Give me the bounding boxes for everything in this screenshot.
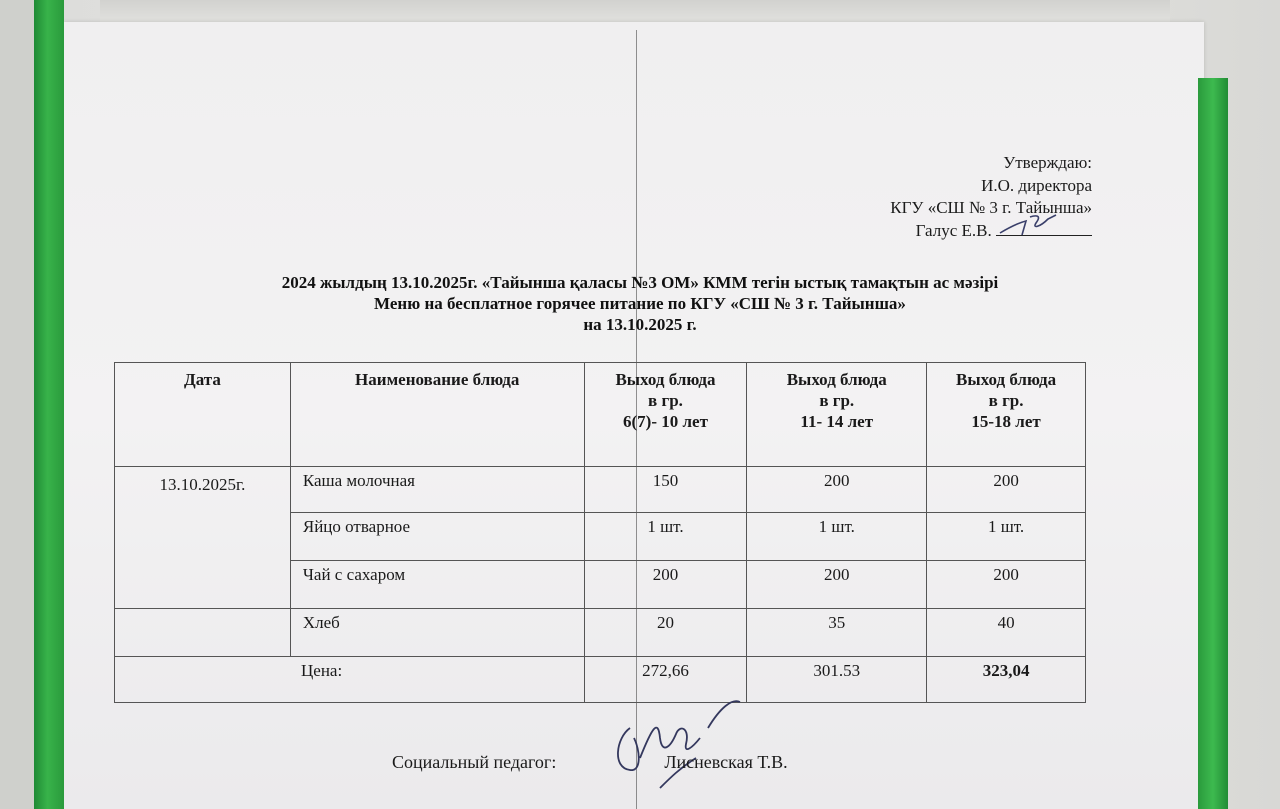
portion-11-14: 200	[747, 467, 927, 513]
portion-15-18: 40	[927, 609, 1086, 657]
header-text: Выход блюда	[615, 370, 716, 389]
price-label: Цена:	[115, 657, 585, 703]
date-cell: 13.10.2025г.	[115, 467, 291, 609]
pedagogue-signature-icon	[600, 698, 750, 798]
footer-signature-block	[392, 752, 788, 773]
table-header-row	[115, 363, 1086, 467]
portion-6-10: 200	[584, 561, 747, 609]
dish-name: Яйцо отварное	[290, 513, 584, 561]
title-date: на 13.10.2025 г.	[583, 315, 697, 334]
header-portion-6-10	[584, 363, 747, 467]
empty-date-cell	[115, 609, 291, 657]
header-text: в гр.	[819, 391, 855, 410]
director-signature-icon	[996, 209, 1092, 239]
approval-signature-line	[996, 221, 1092, 236]
portion-11-14: 1 шт.	[747, 513, 927, 561]
portion-15-18: 1 шт.	[927, 513, 1086, 561]
header-text: 15-18 лет	[971, 412, 1041, 431]
header-text: в гр.	[648, 391, 683, 410]
green-frame-left	[34, 0, 64, 809]
green-frame-right	[1198, 78, 1228, 809]
approval-organization: КГУ «СШ № 3 г. Тайынша»	[890, 198, 1092, 217]
approval-position: И.О. директора	[981, 175, 1092, 195]
header-portion-11-14	[747, 363, 927, 467]
header-text: в гр.	[988, 391, 1024, 410]
document-title	[100, 272, 1180, 335]
portion-6-10: 20	[584, 609, 747, 657]
table-row	[115, 609, 1086, 657]
header-portion-15-18	[927, 363, 1086, 467]
portion-11-14: 200	[747, 561, 927, 609]
header-dish-name: Наименование блюда	[290, 363, 584, 467]
header-text: 6(7)- 10 лет	[623, 412, 708, 431]
approval-signer-name: Галус Е.В.	[915, 220, 992, 240]
footer-role: Социальный педагог:	[392, 752, 557, 772]
portion-11-14: 35	[747, 609, 927, 657]
portion-15-18: 200	[927, 467, 1086, 513]
dish-name: Чай с сахаром	[290, 561, 584, 609]
footer-person: Лисневская Т.В.	[664, 752, 788, 772]
approval-block	[890, 152, 1092, 242]
approval-heading: Утверждаю:	[1003, 153, 1092, 172]
dish-name: Каша молочная	[290, 467, 584, 513]
table-row	[115, 467, 1086, 513]
header-text: Выход блюда	[956, 370, 1057, 389]
header-text: Выход блюда	[786, 370, 887, 389]
header-date: Дата	[115, 363, 291, 467]
approval-signer-line	[890, 220, 1092, 243]
portion-6-10: 150	[584, 467, 747, 513]
title-russian: Меню на бесплатное горячее питание по КГУ «СШ № 3 г. Тайынша»	[374, 294, 906, 313]
portion-6-10: 1 шт.	[584, 513, 747, 561]
title-kazakh: 2024 жылдың 13.10.2025г. «Тайынша қаласы №3 ОМ» КММ тегін ыстық тамақтын ас мәзірі	[281, 273, 999, 292]
dish-name: Хлеб	[290, 609, 584, 657]
price-11-14: 301.53	[747, 657, 927, 703]
price-row	[115, 657, 1086, 703]
left-wall-strip	[0, 0, 34, 809]
portion-15-18: 200	[927, 561, 1086, 609]
menu-table	[114, 362, 1086, 703]
header-text: 11- 14 лет	[800, 412, 874, 431]
price-6-10: 272,66	[584, 657, 747, 703]
price-15-18: 323,04	[927, 657, 1086, 703]
